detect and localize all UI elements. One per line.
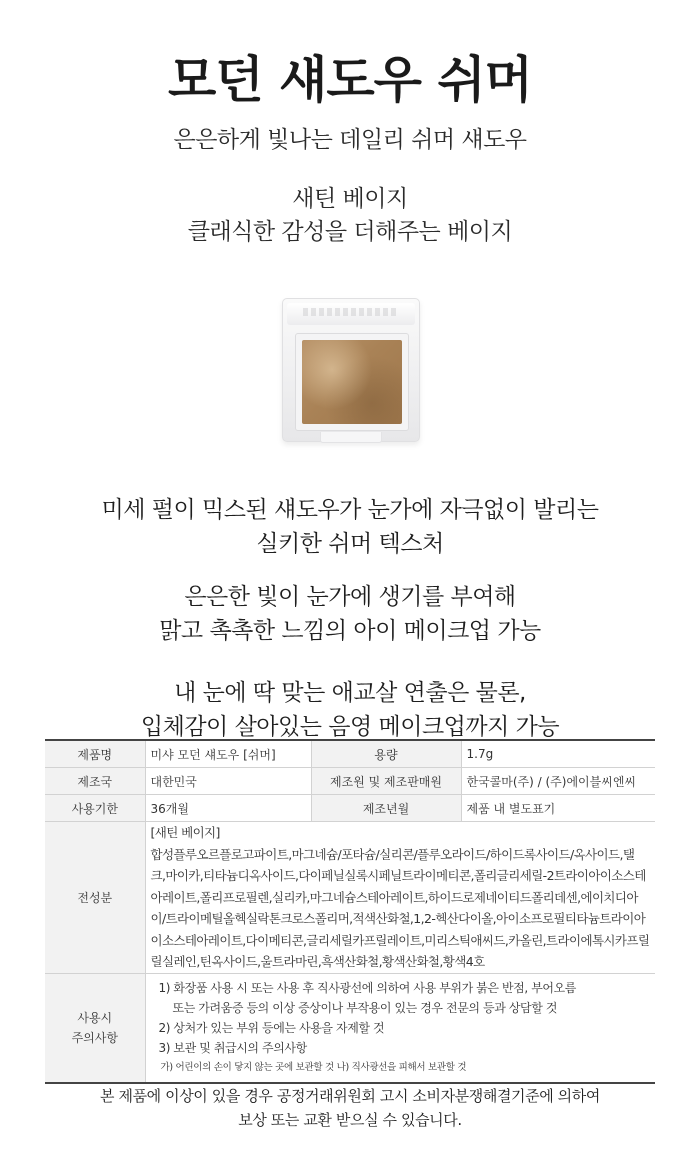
country-label: 제조국 <box>45 768 145 795</box>
table-row <box>45 740 655 768</box>
ingredients-line: 크,마이카,티타늄디옥사이드,다이페닐실록시페닐트라이메티콘,폴리글리세릴-2트라이아이소스테 <box>150 868 646 883</box>
copy-line: 은은한 빛이 눈가에 생기를 부여해 <box>184 584 516 610</box>
copy-line: 미세 펄이 믹스된 섀도우가 눈가에 자극없이 발리는 <box>101 497 599 523</box>
shade-name: 새틴 베이지 <box>292 186 408 212</box>
ingredients-line: 이/트라이메틸올헥실락톤크로스폴리머,적색산화철,1,2-헥산다이올,아이소프로필티타늄트라이아 <box>150 911 646 926</box>
copy-line: 입체감이 살아있는 음영 메이크업까지 가능 <box>140 714 560 740</box>
caution-label-line: 사용시 <box>77 1010 113 1025</box>
ingredients-line: 아레이트,폴리프로필렌,실리카,마그네슘스테아레이트,하이드로제네이티드폴리데센,에이치디아 <box>150 889 638 905</box>
caution-line: 1) 화장품 사용 시 또는 사용 후 직사광선에 의하여 사용 부위가 붉은 반점, 부어오름 <box>158 980 576 995</box>
country-value: 대한민국 <box>145 768 311 795</box>
feature-copy-contour <box>0 676 700 744</box>
table-row <box>45 822 655 974</box>
feature-copy-glow <box>0 580 700 648</box>
caution-line: 3) 보관 및 취급시의 주의사항 <box>158 1040 307 1055</box>
caution-line: 또는 가려움증 등의 이상 증상이나 부작용이 있는 경우 전문의 등과 상담할 것 <box>172 1000 558 1015</box>
mfg-date-label: 제조년월 <box>311 795 461 822</box>
feature-copy-texture <box>0 493 700 561</box>
caution-label <box>45 973 145 1083</box>
product-name-value: 미샤 모던 섀도우 [쉬머] <box>145 740 311 768</box>
compact-case <box>282 298 420 442</box>
ingredients-line: 합성플루오르플로고파이트,마그네슘/포타슘/실리콘/플루오라이드/하이드록사이드/옥사이드,탤 <box>150 846 635 862</box>
footer-line: 본 제품에 이상이 있을 경우 공정거래위원회 고시 소비자분쟁해결기준에 의하여 <box>100 1087 600 1105</box>
table-row <box>45 795 655 822</box>
pan-frame <box>295 333 409 431</box>
capacity-value: 1.7g <box>461 740 655 768</box>
table-row <box>45 973 655 1083</box>
case-foot <box>320 432 382 443</box>
caution-label-line: 주의사항 <box>71 1030 118 1045</box>
caution-line: 가) 어린이의 손이 닿지 않는 곳에 보관할 것 나) 직사광선을 피해서 보관할 것 <box>160 1061 467 1073</box>
mfg-date-value: 제품 내 별도표기 <box>461 795 655 822</box>
page-subtitle: 은은하게 빛나는 데일리 쉬머 섀도우 <box>173 127 527 153</box>
capacity-label: 용량 <box>311 740 461 768</box>
ingredients-label: 전성분 <box>45 822 145 974</box>
ingredients-value <box>145 822 655 974</box>
ingredients-line: 이소스테아레이트,다이메티콘,글리세릴카프릴레이트,미리스틱애씨드,카올린,트라이에톡시카프릴 <box>150 932 650 948</box>
expiry-value: 36개월 <box>145 795 311 822</box>
brand-emboss <box>303 308 399 316</box>
footer-notice <box>0 1084 700 1132</box>
shade-description: 클래식한 감성을 더해주는 베이지 <box>187 219 513 245</box>
caution-value <box>145 973 655 1083</box>
copy-line: 내 눈에 딱 맞는 애교살 연출은 물론, <box>174 680 526 706</box>
ingredients-line: 릴실레인,틴옥사이드,울트라마린,흑색산화철,황색산화철,황색4호 <box>150 954 485 969</box>
page-title: 모던 섀도우 쉬머 <box>168 51 532 109</box>
table-row <box>45 768 655 795</box>
footer-line: 보상 또는 교환 받으실 수 있습니다. <box>238 1111 462 1129</box>
shade-info <box>0 183 700 249</box>
expiry-label: 사용기한 <box>45 795 145 822</box>
product-info-table <box>45 739 655 1084</box>
product-name-label: 제품명 <box>45 740 145 768</box>
product-image <box>282 298 418 444</box>
caution-line: 2) 상처가 있는 부위 등에는 사용을 자제할 것 <box>158 1020 385 1035</box>
maker-value: 한국콜마(주) / (주)에이블씨엔씨 <box>461 768 655 795</box>
eyeshadow-pan-swatch <box>302 340 402 424</box>
copy-line: 실키한 쉬머 텍스처 <box>256 531 444 557</box>
copy-line: 맑고 촉촉한 느낌의 아이 메이크업 가능 <box>159 618 541 644</box>
ingredients-shade: [새틴 베이지] <box>150 825 220 840</box>
maker-label: 제조원 및 제조판매원 <box>311 768 461 795</box>
